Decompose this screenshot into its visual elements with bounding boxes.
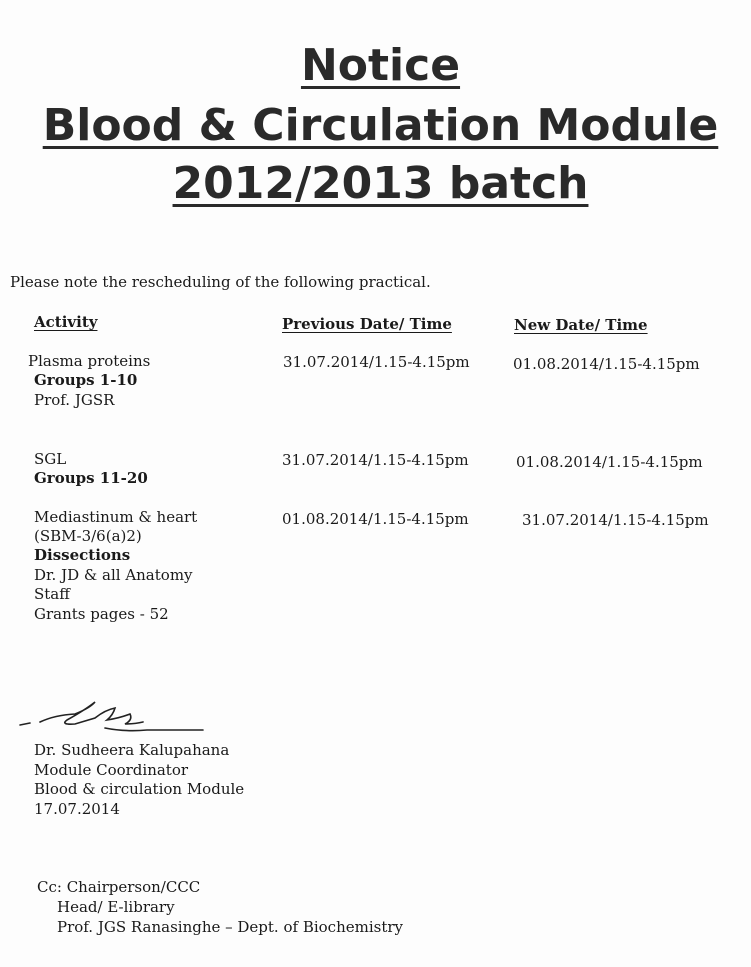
signatory-module: Blood & circulation Module <box>34 780 245 798</box>
activity-name: Mediastinum & heart <box>34 508 198 526</box>
activity-reference: Grants pages - 52 <box>34 605 169 623</box>
previous-date: 31.07.2014/1.15-4.15pm <box>282 451 469 469</box>
new-date: 31.07.2014/1.15-4.15pm <box>522 511 709 529</box>
module-title: Blood & Circulation Module <box>42 100 719 151</box>
activity-code: (SBM-3/6(a)2) <box>34 527 142 545</box>
activity-staff: Dr. JD & all Anatomy <box>34 566 193 584</box>
new-date: 01.08.2014/1.15-4.15pm <box>516 453 703 471</box>
activity-staff: Prof. JGSR <box>34 391 115 409</box>
signatory-name: Dr. Sudheera Kalupahana <box>34 741 230 759</box>
new-date: 01.08.2014/1.15-4.15pm <box>513 355 700 373</box>
header-activity: Activity <box>34 313 98 331</box>
signatory-date: 17.07.2014 <box>34 800 120 818</box>
activity-type: Dissections <box>34 546 131 564</box>
header-new-date: New Date/ Time <box>514 316 648 334</box>
previous-date: 31.07.2014/1.15-4.15pm <box>283 353 470 371</box>
activity-groups: Groups 11-20 <box>34 469 148 487</box>
batch-title: 2012/2013 batch <box>172 158 589 209</box>
activity-name: SGL <box>34 450 67 468</box>
activity-groups: Groups 1-10 <box>34 371 138 389</box>
cc-line-3: Prof. JGS Ranasinghe – Dept. of Biochemistry <box>57 918 404 936</box>
cc-line-1: Cc: Chairperson/CCC <box>37 878 201 896</box>
intro-text: Please note the rescheduling of the following practical. <box>10 273 431 291</box>
activity-name: Plasma proteins <box>28 352 151 370</box>
notice-title: Notice <box>300 40 461 91</box>
activity-staff-cont: Staff <box>34 585 70 603</box>
cc-line-2: Head/ E-library <box>57 898 175 916</box>
header-previous-date: Previous Date/ Time <box>282 315 452 333</box>
previous-date: 01.08.2014/1.15-4.15pm <box>282 510 469 528</box>
signature-image <box>15 690 205 740</box>
signatory-role: Module Coordinator <box>34 761 189 779</box>
